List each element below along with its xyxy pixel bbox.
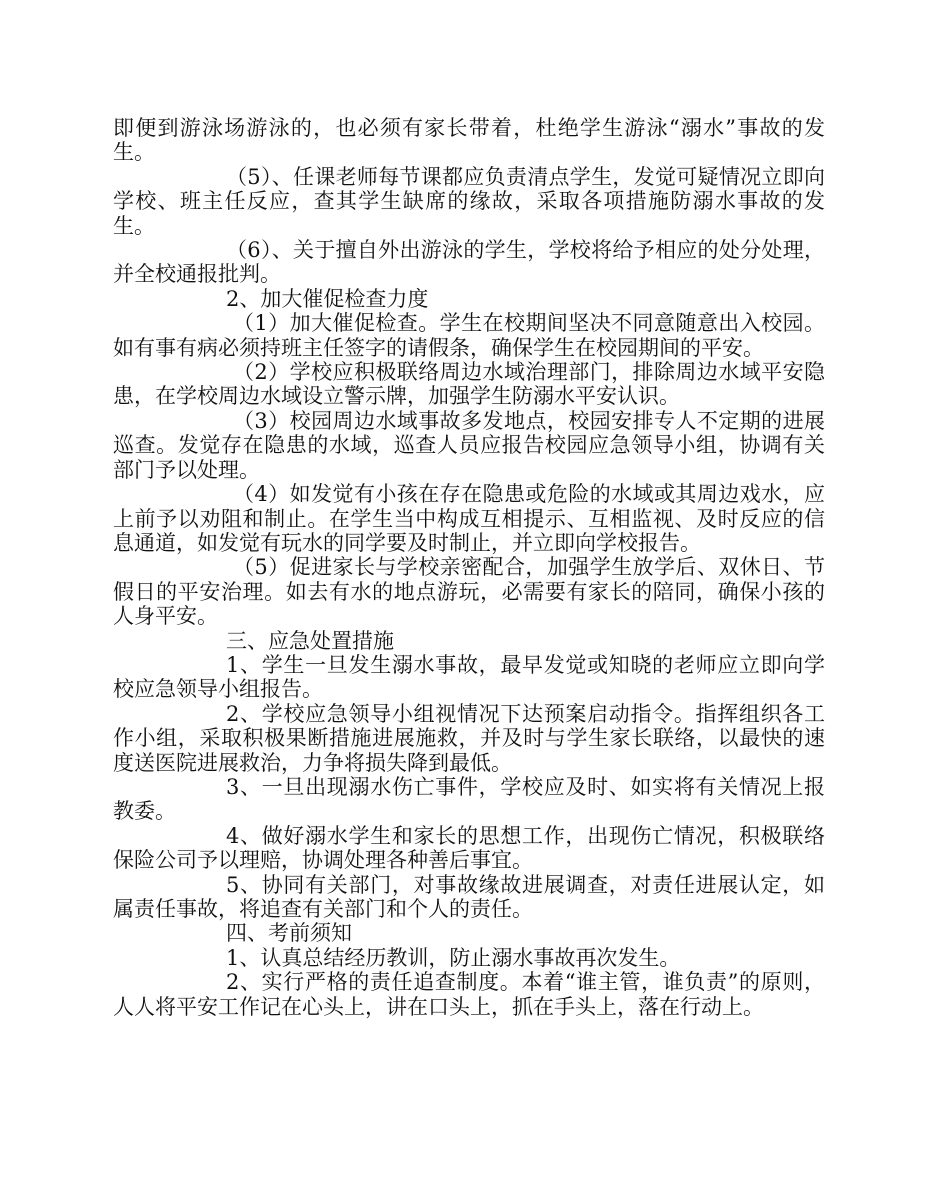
paragraph: 2、实行严格的责任追查制度。本着“谁主管，谁负责”的原则，人人将平安工作记在心头上，讲在口头上，抓在手头上，落在行动上。	[113, 970, 825, 1019]
paragraph: 4、做好溺水学生和家长的思想工作，出现伤亡情况，积极联络保险公司予以理赔，协调处理各种善后事宜。	[113, 823, 825, 873]
paragraph: 三、应急处置措施	[226, 628, 394, 653]
paragraph: （2）学校应积极联络周边水域治理部门，排除周边水域平安隐患，在学校周边水域设立警示牌，加强学生防溺水平安认识。	[113, 360, 825, 409]
paragraph: 1、学生一旦发生溺水事故，最早发觉或知晓的老师应立即向学校应急领导小组报告。	[113, 652, 825, 702]
paragraph: （6）、关于擅自外出游泳的学生，学校将给予相应的处分处理，并全校通报批判。	[113, 238, 825, 287]
paragraph: 2、加大催促检查力度	[226, 286, 429, 311]
paragraph: （5）、任课老师每节课都应负责清点学生，发觉可疑情况立即向学校、班主任反应，查其学生缺席的缘故，采取各项措施防溺水事故的发生。	[113, 164, 825, 238]
paragraph: 即便到游泳场游泳的，也必须有家长带着，杜绝学生游泳“溺水”事故的发生。	[113, 116, 825, 165]
document-body	[113, 116, 825, 1019]
paragraph: 1、认真总结经历教训，防止溺水事故再次发生。	[226, 945, 681, 970]
paragraph: 2、学校应急领导小组视情况下达预案启动指令。指挥组织各工作小组，采取积极果断措施进展施救，并及时与学生家长联络，以最快的速度送医院进展救治，力争将损失降到最低。	[113, 701, 825, 775]
paragraph: （3）校园周边水域事故多发地点，校园安排专人不定期的进展巡查。发觉存在隐患的水域，巡查人员应报告校园应急领导小组，协调有关部门予以处理。	[113, 408, 825, 482]
paragraph: （1）加大催促检查。学生在校期间坚决不同意随意出入校园。如有事有病必须持班主任签字的请假条，确保学生在校园期间的平安。	[113, 311, 825, 360]
paragraph: （4）如发觉有小孩在存在隐患或危险的水域或其周边戏水，应上前予以劝阻和制止。在学生当中构成互相提示、互相监视、及时反应的信息通道，如发觉有玩水的同学要及时制止，并立即向学校报告。	[113, 482, 825, 555]
paragraph: （5）促进家长与学校亲密配合，加强学生放学后、双休日、节假日的平安治理。如去有水的地点游玩，必需要有家长的陪同，确保小孩的人身平安。	[113, 555, 825, 629]
paragraph: 四、考前须知	[226, 921, 352, 946]
paragraph: 3、一旦出现溺水伤亡事件，学校应及时、如实将有关情况上报教委。	[113, 774, 825, 824]
paragraph: 5、协同有关部门，对事故缘故进展调查，对责任进展认定，如属责任事故，将追查有关部门和个人的责任。	[113, 872, 825, 921]
